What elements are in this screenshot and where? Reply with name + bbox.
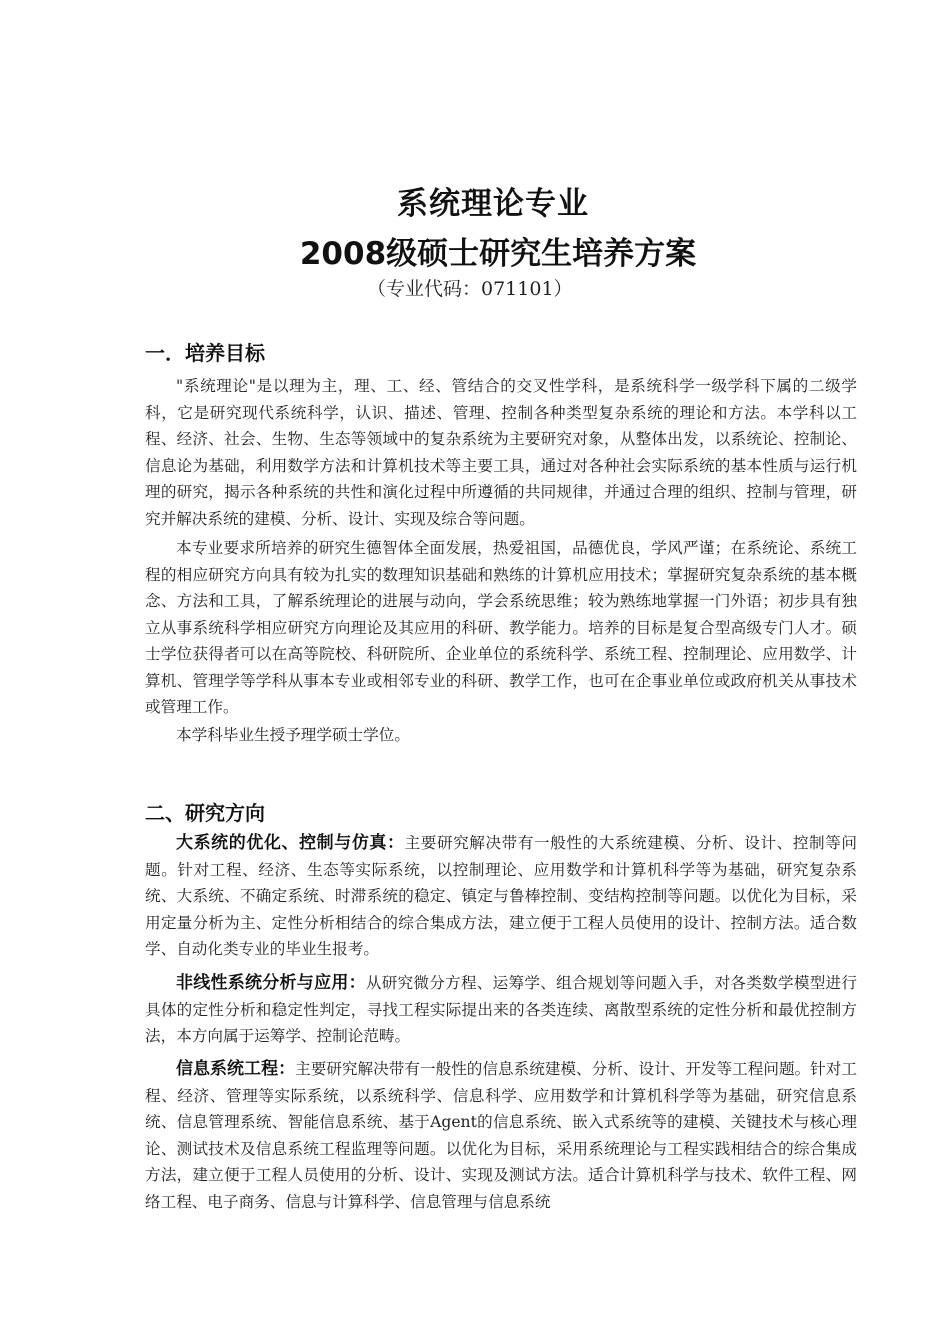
major-code: （专业代码：071101）	[367, 278, 573, 300]
direction-1-title: 大系统的优化、控制与仿真：	[176, 833, 405, 853]
direction-1-text: 主要研究解决带有一般性的大系统建模、分析、设计、控制等问题。针对工程、经济、生态等实际系统，以控制理论、应用数学和计算机科学等为基础，研究复杂系统、大系统、不确定系统、时滞系统的稳定、镇定与鲁棒控制、变结构控制等问题。以优化为目标，采用定量分析为主、定性分析相结合的综合集成方法，建立便于工程人员使用的设计、控制方法。适合数学、自动化类专业的毕业生报考。	[145, 834, 857, 958]
section1-paragraph-3: 本学科毕业生授予理学硕士学位。	[176, 726, 410, 744]
direction-2	[145, 970, 857, 1050]
direction-2-title: 非线性系统分析与应用：	[176, 973, 366, 993]
document-title-line1: 系统理论专业	[397, 186, 589, 222]
section1-paragraph-1: "系统理论"是以理为主，理、工、经、管结合的交叉性学科，是系统科学一级学科下属的二级学科，它是研究现代系统科学，认识、描述、管理、控制各种类型复杂系统的理论和方法。本学科以工程、经济、社会、生物、生态等领域中的复杂系统为主要研究对象，从整体出发，以系统论、控制论、信息论为基础，利用数学方法和计算机技术等主要工具，通过对各种社会实际系统的基本性质与运行机理的研究，揭示各种系统的共性和演化过程中所遵循的共同规律，并通过合理的组织、控制与管理，研究并解决系统的建模、分析、设计、实现及综合等问题。	[145, 377, 857, 528]
section2-heading: 二、研究方向	[145, 801, 265, 825]
section1-paragraph-2: 本专业要求所培养的研究生德智体全面发展，热爱祖国，品德优良，学风严谨；在系统论、系统工程的相应研究方向具有较为扎实的数理知识基础和熟练的计算机应用技术；掌握研究复杂系统的基本概念、方法和工具，了解系统理论的进展与动向，学会系统思维；较为熟练地掌握一门外语；初步具有独立从事系统科学相应研究方向理论及其应用的科研、教学能力。培养的目标是复合型高级专门人才。硕士学位获得者可以在高等院校、科研院所、企业单位的系统科学、系统工程、控制理论、应用数学、计算机、管理学等学科从事本专业或相邻专业的科研、教学工作，也可在企事业单位或政府机关从事技术或管理工作。	[145, 539, 857, 716]
direction-1	[145, 830, 857, 963]
direction-3	[145, 1056, 857, 1215]
direction-2-text: 从研究微分方程、运筹学、组合规划等问题入手，对各类数学模型进行具体的定性分析和稳定性判定，寻找工程实际提出来的各类连续、离散型系统的定性分析和最优控制方法，本方向属于运筹学、控制论范畴。	[145, 974, 857, 1045]
direction-3-title: 信息系统工程：	[176, 1059, 296, 1079]
section1-heading: 一．培养目标	[145, 341, 265, 365]
direction-3-text: 主要研究解决带有一般性的信息系统建模、分析、设计、开发等工程问题。针对工程、经济、管理等实际系统，以系统科学、信息科学、应用数学和计算机科学等为基础，研究信息系统、信息管理系统、智能信息系统、基于Agent的信息系统、嵌入式系统等的建模、关键技术与核心理论、测试技术及信息系统工程监理等问题。以优化为目标，采用系统理论与工程实践相结合的综合集成方法，建立便于工程人员使用的分析、设计、实现及测试方法。适合计算机科学与技术、软件工程、网络工程、电子商务、信息与计算科学、信息管理与信息系统	[145, 1060, 857, 1211]
document-title-line2: 2008级硕士研究生培养方案	[299, 236, 697, 272]
